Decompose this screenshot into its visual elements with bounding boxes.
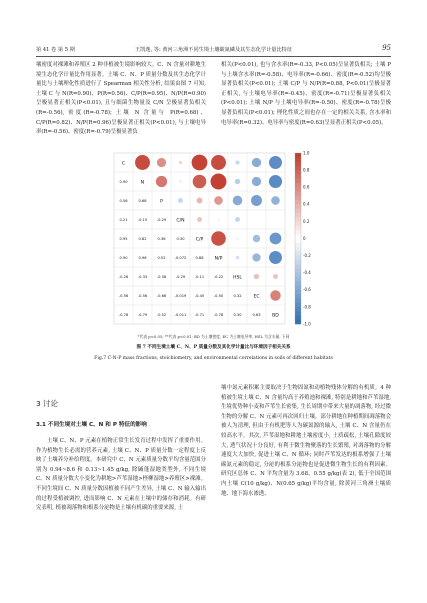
correlation-circle: [179, 161, 182, 164]
colorbar-segment: [295, 213, 301, 218]
colorbar-segment: [295, 166, 301, 171]
correlation-value: -0.22: [213, 275, 224, 280]
variable-label: N/P: [214, 256, 223, 262]
correlation-value: 0.96: [138, 256, 147, 261]
body-paragraph: 相关(P<0.01), 也与含水率(R=-0.33, P<0.05)呈显著负相关; 土壤 P 与土壤含水率(R=-0.58)、电导率(R=-0.66)、密度(R=-0.52)均呈极显著负相关(P<0.01); 土壤 C/P 与 N/P(R=0.88, P<0.01)呈极显著正相关, 与土壤电导率(R=-0.45)、密度(R=-0.71)呈极显著负相关(P<0.01); 土壤 N/P 与土壤电导率(R=-0.50)、密度(R=-0.78)呈极显著负相关(P<0.01); 理化性质之间也存在一定的相关关系, 含水率和电导率(R=0.32)、电导率与密度(R=0.63)呈显著正相关(P<0.05)。: [221, 62, 391, 126]
correlation-value: -0.56: [137, 294, 148, 299]
correlation-circle: [217, 218, 219, 220]
correlation-circle: [156, 176, 167, 187]
colorbar-segment: [295, 157, 301, 162]
colorbar-segment: [295, 234, 301, 239]
running-title: 王凯逸, 等: 黄河三角洲不同生境土壤碳氮磷及其生态化学计量比特征: [134, 47, 293, 53]
colorbar-tick-label: -0.8: [303, 304, 311, 310]
correlation-value: 0.63: [252, 313, 261, 318]
variable-label: HSL: [233, 275, 242, 281]
correlation-circle: [235, 217, 240, 222]
colorbar-segment: [295, 260, 301, 265]
correlation-circle: [179, 180, 181, 182]
correlation-value: -0.072: [174, 256, 187, 261]
colorbar-tick-label: -0.6: [303, 287, 311, 293]
correlation-value: 0.90: [119, 256, 128, 261]
correlation-circle: [197, 198, 203, 204]
colorbar-segment: [295, 179, 301, 184]
section-heading: 3 讨论: [36, 399, 58, 408]
subsection-heading: 3.1 不同生境对土壤 C、N 和 P 特征的影响: [36, 422, 147, 428]
correlation-circle: [270, 290, 280, 300]
colorbar-tick-label: 0.8: [303, 167, 310, 173]
colorbar-tick-label: 0.6: [303, 184, 310, 190]
variable-label: C/P: [195, 237, 204, 243]
colorbar-segment: [295, 187, 301, 192]
correlation-circle: [211, 155, 226, 170]
colorbar-segment: [295, 239, 301, 244]
correlation-value: -0.45: [194, 294, 205, 299]
colorbar-tick-label: 0.4: [303, 201, 310, 207]
colorbar-segment: [295, 196, 301, 201]
colorbar-segment: [295, 303, 301, 308]
left-column-bottom: [36, 437, 206, 514]
correlation-value: 0.30: [176, 237, 185, 242]
correlation-value: -0.71: [194, 313, 205, 318]
correlation-value: 0.88: [195, 256, 204, 261]
correlation-heatmap: [112, 151, 322, 329]
correlation-value: 0.30: [233, 313, 242, 318]
figure-caption-cn: 图 7 不同生境土壤 C、N、P 质量分数及其化学计量比与环境因子相关关系: [136, 345, 291, 350]
correlation-value: 0.95: [119, 237, 128, 242]
correlation-circle: [178, 198, 183, 203]
correlation-circle: [274, 218, 276, 220]
colorbar-segment: [295, 320, 301, 325]
colorbar-segment: [295, 311, 301, 316]
correlation-value: 0.56: [119, 199, 128, 204]
variable-label: C: [121, 161, 126, 167]
correlation-circle: [236, 256, 240, 260]
colorbar-segment: [295, 226, 301, 231]
correlation-value: -0.79: [137, 313, 148, 318]
correlation-value: 0.90: [119, 180, 128, 185]
correlation-value: -0.15: [137, 218, 148, 223]
colorbar-tick-label: 0.2: [303, 218, 310, 224]
correlation-circle: [251, 195, 262, 206]
correlation-value: -0.29: [156, 218, 167, 223]
correlation-value: 0.36: [157, 237, 166, 242]
colorbar-segment: [295, 174, 301, 179]
colorbar-segment: [295, 191, 301, 196]
colorbar-segment: [295, 264, 301, 269]
correlation-circle: [253, 235, 260, 242]
body-paragraph: 土壤 C、N、P 元素在植物正常生长发育过程中发挥了重要作用。作为植物生长必需的营养元素, 土壤 C、N、P 质量分数一定程度上反映了土壤养分补给程度。本研究中 C、N 元素质量分数平均含量范围分别为 0.94~8.6 和 0.13~1.45 g/kg, 除碱蓬湿地类型外, 不同生境 C、N 质量分数大小变化为耕地>芦苇湿地>柽柳湿地>养殖区>裸滩。不同生境间 C、N 质量分数因植被不同产生差异, 土壤 C、N 输入输出的过程受植被调控, 进而影响 C、N 元素在土壤中的储存和消耗。有研究表明, 植被凋落物和根系分泌物是土壤有机碳的重要来源, 土: [36, 438, 206, 512]
body-paragraph: 壤中氮元素积累主要取决于生物固氮和动植物残体分解的有机质。4 种植被生境土壤 C、N 含量均高于养殖池和裸滩, 特别是耕地和芦苇湿地, 生境优势种小麦和芦苇生长密集, 生长周期中带来大量的凋落物, 经过微生物的分解 C、N 元素可再次回归土壤。部分耕地在种植期间凋落物会被人为清理, 但由于有机肥等人为碳氮源的输入, 土壤 C、N 含量仍在较高水平。其次, 芦苇湿地和耕地土壤密度小, 土质疏松, 土壤孔隙度较大, 透气状况十分良好, 有利于微生物聚落的生长繁殖, 对凋落物的分解速度大大加快, 促进土壤 C、N 循环; 同时芦苇发达的根系增强了土壤碳氮元素的稳定, 分泌的根系分泌物也是促进微生物生长的有利因素。研究区总体 C、N 平均含量为 3.68、0.55 g/kg(表 2), 低于全国范围内土壤 C(10 g/kg)、N(0.65 g/kg)平均含量, 除黄河三角洲土壤质地、地下海水渗透、: [221, 385, 391, 497]
correlation-circle: [211, 231, 226, 246]
correlation-circle: [214, 196, 223, 205]
correlation-circle: [235, 160, 239, 164]
correlation-value: -0.66: [156, 294, 167, 299]
correlation-value: -0.58: [156, 275, 167, 280]
colorbar-segment: [295, 286, 301, 291]
correlation-circle: [270, 233, 282, 245]
colorbar-segment: [295, 281, 301, 286]
variable-label: N: [140, 180, 145, 186]
correlation-value: -0.78: [213, 313, 224, 318]
correlation-value: -0.33: [137, 275, 148, 280]
correlation-value: -0.52: [156, 313, 167, 318]
colorbar-segment: [295, 204, 301, 209]
correlation-circle: [269, 156, 282, 169]
running-header: [36, 44, 391, 57]
correlation-circle: [252, 253, 260, 261]
right-column-bottom: [221, 384, 391, 499]
correlation-circle: [235, 179, 240, 184]
correlation-value: -0.011: [174, 313, 187, 318]
correlation-circle: [233, 196, 243, 206]
correlation-circle: [273, 274, 278, 279]
correlation-circle: [271, 196, 280, 205]
correlation-value: 0.52: [157, 256, 166, 261]
correlation-value: 0.32: [233, 294, 242, 299]
correlation-circle: [193, 175, 207, 189]
correlation-circle: [192, 155, 208, 171]
correlation-circle: [252, 177, 261, 186]
correlation-circle: [236, 237, 238, 239]
colorbar-segment: [295, 294, 301, 299]
colorbar-tick-label: 1.0: [303, 151, 310, 156]
colorbar-segment: [295, 170, 301, 175]
correlation-circle: [135, 155, 150, 170]
colorbar-segment: [295, 307, 301, 312]
correlation-circle: [254, 274, 259, 279]
correlation-circle: [269, 251, 282, 264]
colorbar-tick-label: -0.4: [303, 270, 311, 276]
variable-label: P: [160, 199, 163, 205]
correlation-value: -0.50: [213, 294, 224, 299]
correlation-value: -0.11: [194, 275, 205, 280]
correlation-value: 0.68: [138, 199, 147, 204]
variable-label: EC: [253, 294, 260, 300]
colorbar-segment: [295, 298, 301, 303]
body-paragraph: 壤密度对裸滩和养殖区 2 种非植被生境影响较大。C、N 含量对耕地生境生态化学计量比作用显著。土壤 C、N、P 质量分数及其生态化学计量比与土壤理化性质进行了 Spearman 相关性分析, 结果由图 7 可知, 土壤 C 与 N(R=0.90)、P(R=0.56)、C/P(R=0.95)、N/P(R=0.90)呈极显著正相关(P<0.01), 且与细菌生物量及 C/N 呈极显著负相关(R=-0.56), 密度(R=-0.78); 土壤 N 含量与 P(R=0.68)、C/P(R=0.82)、N/P(R=0.96)呈极显著正相关(P<0.01), 与土壤电导率(R=-0.56)、密度(R=-0.79)呈极显著负: [36, 62, 206, 136]
variable-label: BD: [272, 313, 279, 319]
colorbar-segment: [295, 273, 301, 278]
left-column-top: [36, 61, 206, 138]
figure-caption-en: Fig.7 C-N-P mass fractions, stoichiometry, and environmental correlations in soils of different habitats: [94, 356, 333, 361]
correlation-circle: [157, 158, 166, 167]
colorbar-tick-label: 0: [303, 235, 306, 241]
colorbar-segment: [295, 243, 301, 248]
correlation-value: -0.29: [175, 275, 186, 280]
correlation-circle: [255, 218, 257, 220]
variable-label: C/N: [176, 218, 185, 224]
correlation-value: -0.019: [174, 294, 187, 299]
colorbar-segment: [295, 162, 301, 167]
page-number: 95: [382, 44, 391, 52]
colorbar-segment: [295, 268, 301, 273]
colorbar-segment: [295, 230, 301, 235]
colorbar-tick-label: -0.2: [303, 253, 311, 258]
correlation-circle: [269, 175, 282, 188]
correlation-value: -0.26: [118, 275, 129, 280]
colorbar-segment: [295, 290, 301, 295]
right-column-top: [221, 61, 391, 128]
colorbar-segment: [295, 277, 301, 282]
colorbar-segment: [295, 256, 301, 261]
journal-issue: 第 41 卷 第 5 期: [36, 47, 75, 53]
colorbar-tick-label: -1.0: [303, 321, 311, 327]
figure-footnote: *代表 p<0.05; **代表 p<0.01; BD 为土壤密度, EC 为土壤电导率, HSL 为含水量, 下同: [137, 334, 290, 339]
colorbar-segment: [295, 251, 301, 256]
correlation-value: -0.78: [118, 313, 129, 318]
correlation-circle: [211, 174, 227, 190]
colorbar-segment: [295, 153, 301, 158]
colorbar-segment: [295, 315, 301, 320]
colorbar-segment: [295, 200, 301, 205]
correlation-value: 0.82: [138, 237, 147, 242]
correlation-circle: [197, 217, 202, 222]
colorbar-segment: [295, 221, 301, 226]
colorbar-segment: [295, 209, 301, 214]
colorbar-segment: [295, 183, 301, 188]
correlation-value: 0.21: [119, 218, 128, 223]
colorbar-segment: [295, 217, 301, 222]
correlation-circle: [252, 158, 261, 167]
colorbar-segment: [295, 247, 301, 252]
correlation-value: -0.56: [118, 294, 129, 299]
